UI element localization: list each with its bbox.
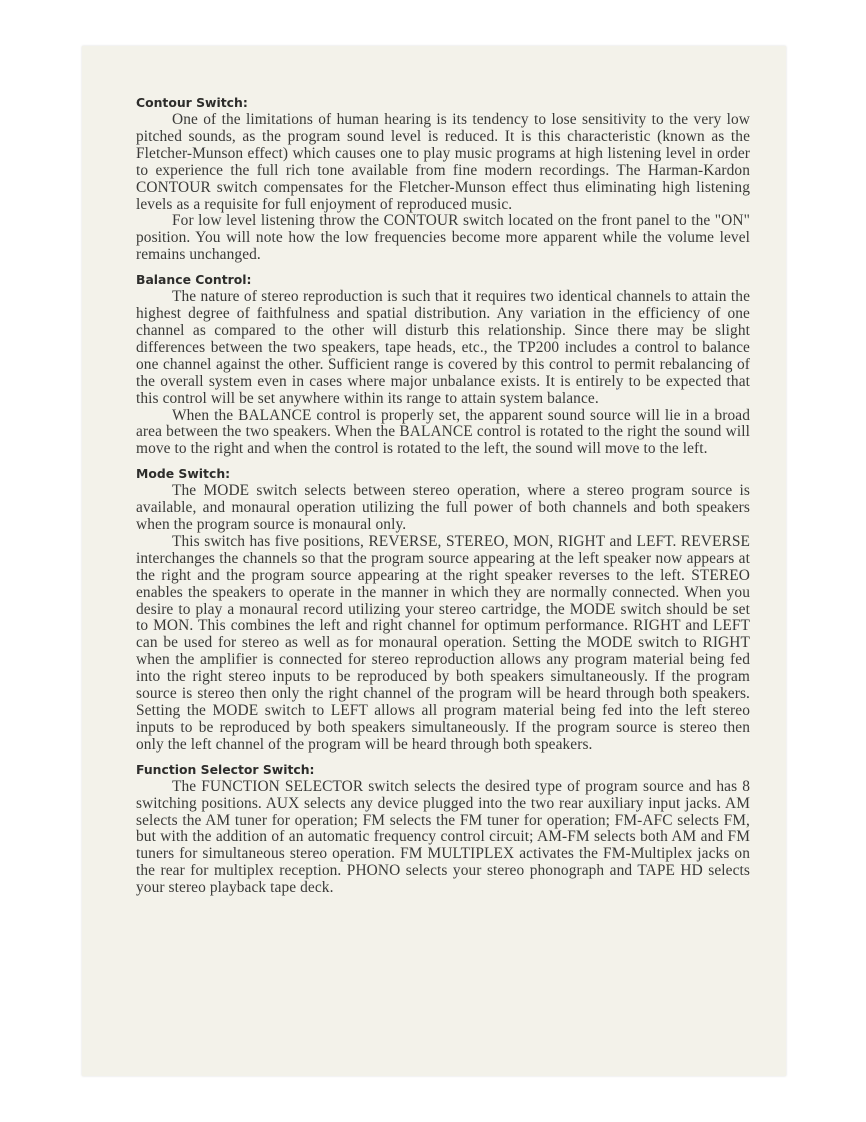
section-heading: Mode Switch:: [136, 466, 231, 482]
paragraph: When the BALANCE control is properly set, the apparent sound source will lie in a broad area between the two speakers. When the BALANCE control is rotated to the right the sound will move to the right and when the control is rotated to the left, the sound will move to the left.: [136, 406, 750, 458]
section-heading: Balance Control:: [136, 272, 252, 288]
paragraph: The nature of stereo reproduction is such that it requires two identical channels to attain the highest degree of faithfulness and spatial distribution. Any variation in the efficiency of one channel as compared to the other will disturb this relationship. Since there may be slight differences between the two speakers, tape heads, etc., the TP200 includes a control to balance one channel against the other. Sufficient range is covered by this control to permit rebalancing of the overall system even in cases where major unbalance exists. It is entirely to be expected that this control will be set anywhere within its range to attain system balance.: [136, 288, 750, 407]
paragraph: The FUNCTION SELECTOR switch selects the desired type of program source and has 8 switching positions. AUX selects any device plugged into the two rear auxiliary input jacks. AM selects the AM tuner for operation; FM selects the FM tuner for operation; FM-AFC selects FM, but with the addition of an automatic frequency control circuit; AM-FM selects both AM and FM tuners for simultaneous stereo operation. FM MULTIPLEX activates the FM-Multiplex jacks on the rear for multiplex reception. PHONO selects your stereo phonograph and TAPE HD selects your stereo playback tape deck.: [136, 777, 750, 897]
document-body: [136, 94, 750, 904]
section-balance-control: [136, 271, 750, 458]
section-heading: Contour Switch:: [136, 95, 248, 110]
paragraph: One of the limitations of human hearing is its tendency to lose sensitivity to the very low pitched sounds, as the program sound level is reduced. It is this characteristic (known as the Fletcher-Munson effect) which causes one to play music programs at high listening level in order to experience the full rich tone available from fine modern recordings. The Harman-Kardon CONTOUR switch compensates for the Fletcher-Munson effect thus eliminating high listening levels as a requisite for full enjoyment of reproduced music.: [136, 111, 750, 213]
section-heading: Function Selector Switch:: [136, 761, 315, 777]
paragraph: This switch has five positions, REVERSE, STEREO, MON, RIGHT and LEFT. REVERSE interchanges the channels so that the program source appearing at the left speaker now appears at the right and the program source appearing at the right speaker reverses to the left. STEREO enables the speakers to operate in the manner in which they are normally connected. When you desire to play a monaural record utilizing your stereo cartridge, the MODE switch should be set to MON. This combines the left and right channel for optimum performance. RIGHT and LEFT can be used for stereo as well as for monaural operation. Setting the MODE switch to RIGHT when the amplifier is connected for stereo reproduction allows any program material being fed into the right stereo inputs to be reproduced by both speakers simultaneously. If the program source is stereo then only the right channel of the program will be heard through both speakers. Setting the MODE switch to LEFT allows all program material being fed into the left stereo inputs to be reproduced by both speakers simultaneously. If the program source is stereo then only the left channel of the program will be heard through both speakers.: [136, 532, 750, 753]
paragraph: The MODE switch selects between stereo operation, where a stereo program source is available, and monaural operation utilizing the full power of both channels and both speakers when the program source is monaural only.: [136, 482, 750, 534]
section-contour-switch: [136, 94, 750, 264]
section-function-selector-switch: [136, 761, 750, 897]
paragraph: For low level listening throw the CONTOUR switch located on the front panel to the "ON" position. You will note how the low frequencies become more apparent while the volume level remains unchanged.: [136, 212, 750, 264]
section-mode-switch: [136, 465, 750, 754]
